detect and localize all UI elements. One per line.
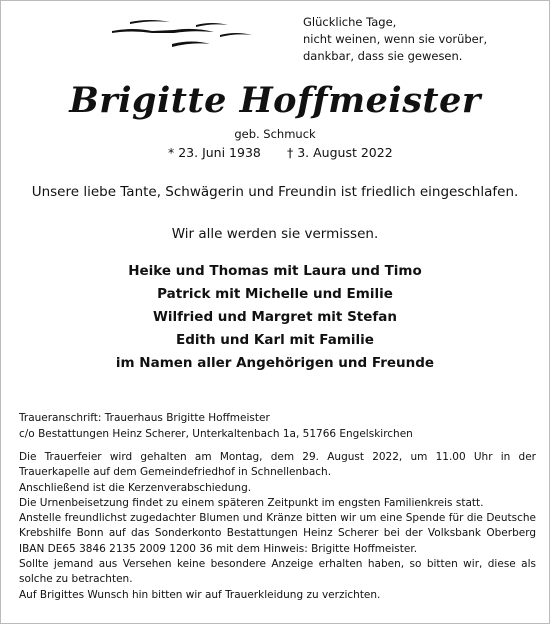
poem-line: Glückliche Tage, [303, 15, 397, 29]
detail-paragraph: Auf Brigittes Wunsch hin bitten wir auf Trauerkleidung zu verzichten. [19, 588, 381, 601]
birth-date: * 23. Juni 1938 [168, 145, 261, 160]
birth-name: geb. Schmuck [234, 127, 316, 141]
detail-paragraph: Anschließend ist die Kerzenverabschiedung. [19, 481, 252, 494]
deceased-name: Brigitte Hoffmeister [69, 80, 481, 121]
mourner-line: Wilfried und Margret mit Stefan [152, 309, 397, 325]
address-line: Traueranschrift: Trauerhaus Brigitte Hoffmeister [19, 412, 270, 424]
poem [303, 14, 487, 65]
poem-line: dankbar, dass sie gewesen. [303, 49, 463, 63]
flying-birds-icon [110, 18, 270, 50]
mourner-line: Edith und Karl mit Familie [176, 332, 374, 348]
mourner-line: Heike und Thomas mit Laura und Timo [128, 263, 422, 279]
death-date: † 3. August 2022 [287, 145, 393, 160]
detail-paragraph: Anstelle freundlichst zugedachter Blumen und Kränze bitten wir um eine Spende für die Deutsche Krebshilfe Bonn auf das Sonderkonto Bestattungen Heinz Scherer bei der Volksbank Oberberg IBAN DE65 3846 2135 2009 1200 36 mit dem Hinweis: Brigitte Hoffmeister. [19, 512, 536, 555]
mourners-list [0, 260, 550, 375]
announcement: Unsere liebe Tante, Schwägerin und Freundin ist friedlich eingeschlafen. [31, 184, 519, 200]
detail-paragraph: Die Trauerfeier wird gehalten am Montag, dem 29. August 2022, um 11.00 Uhr in der Trauerkapelle auf dem Gemeindefriedhof in Schnellenbach. [19, 451, 536, 479]
mourner-line: im Namen aller Angehörigen und Freunde [115, 355, 435, 371]
ceremony-details [19, 450, 536, 603]
life-dates [168, 144, 393, 162]
mourner-line: Patrick mit Michelle und Emilie [157, 286, 393, 302]
miss-line: Wir alle werden sie vermissen. [171, 226, 379, 242]
detail-paragraph: Die Urnenbeisetzung findet zu einem späteren Zeitpunkt im engsten Familienkreis statt. [19, 496, 484, 509]
poem-line: nicht weinen, wenn sie vorüber, [303, 32, 488, 46]
mourning-address [19, 410, 413, 442]
address-line: c/o Bestattungen Heinz Scherer, Unterkaltenbach 1a, 51766 Engelskirchen [19, 428, 413, 440]
detail-paragraph: Sollte jemand aus Versehen keine besondere Anzeige erhalten haben, so bitten wir, diese als solche zu betrachten. [19, 558, 536, 586]
